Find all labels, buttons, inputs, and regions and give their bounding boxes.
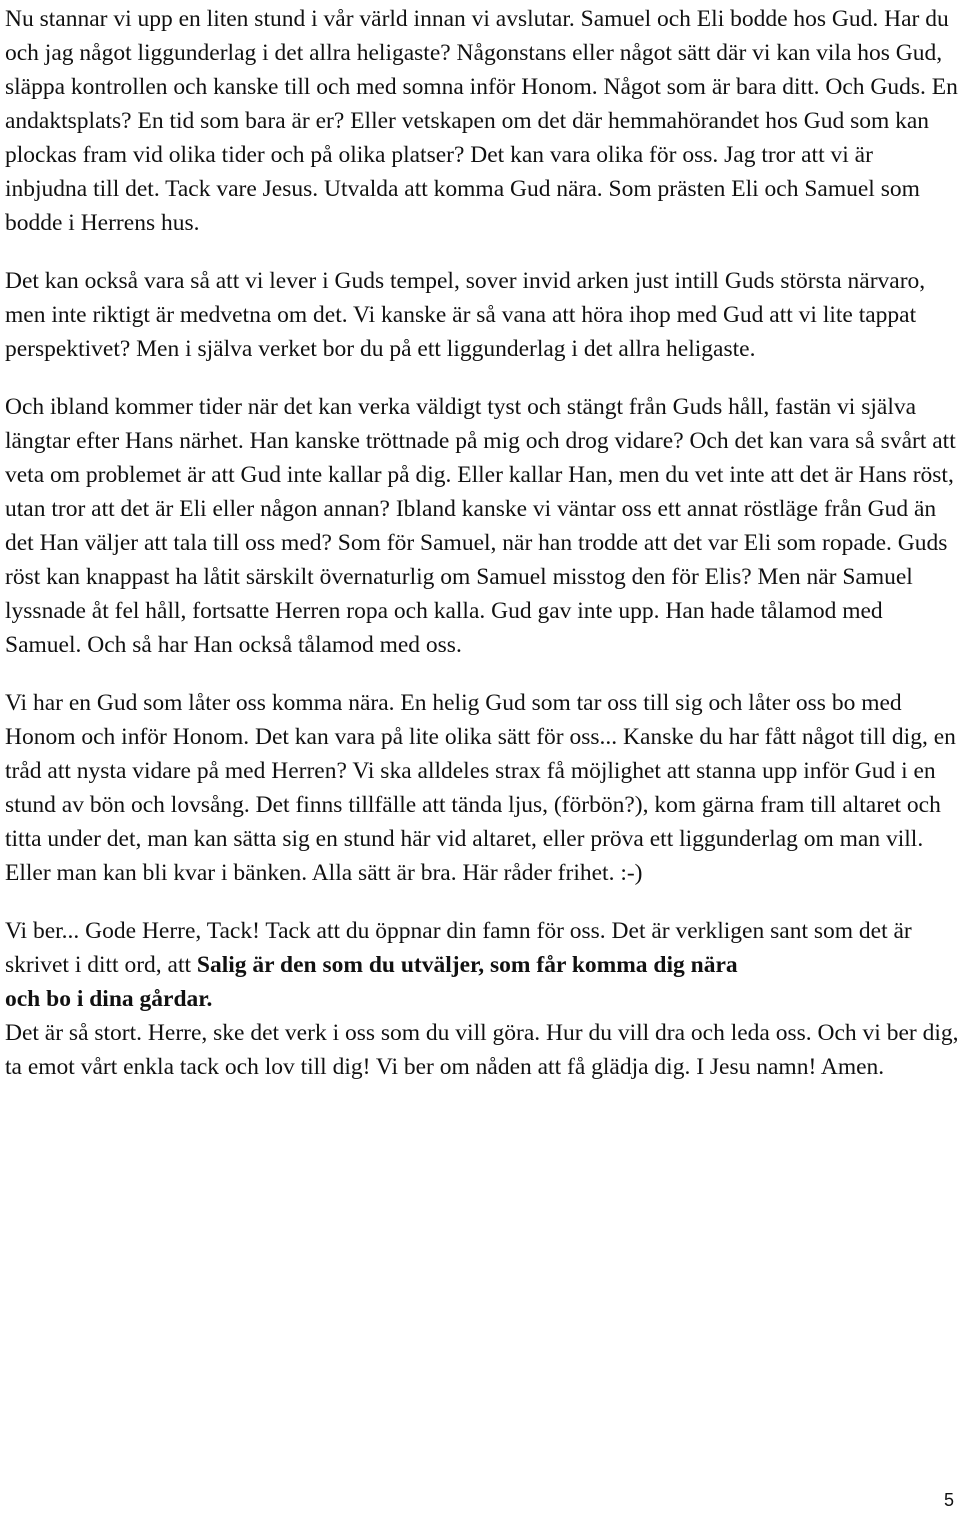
paragraph-4: Vi har en Gud som låter oss komma nära. En helig Gud som tar oss till sig och låter oss bo med Honom och inför Honom. Det kan vara på lite olika sätt för oss... Kanske du har fått något till dig, en tråd att nysta vidare på med Herren? Vi ska alldeles strax få möjlighet att stanna upp inför Gud i en stund av bön och lovsång. Det finns tillfälle att tända ljus, (förbön?), kom gärna fram till altaret och titta under det, man kan sätta sig en stund här vid altaret, eller pröva ett liggunderlag om man vill. Eller man kan bli kvar i bänken. Alla sätt är bra. Här råder frihet. :-) xyxy=(5,690,956,886)
prayer-bold-quote-line-2: och bo i dina gårdar. xyxy=(5,986,213,1012)
prayer-intro-paragraph xyxy=(5,914,960,982)
prayer-intro-text: Vi ber... Gode Herre, Tack! Tack att du öppnar din famn för oss. Det är verkligen sant som det är skrivet i ditt ord, att xyxy=(5,918,912,978)
page-number: 5 xyxy=(943,1490,954,1510)
prayer-bold-quote-line-1: Salig är den som du utväljer, som får komma dig nära xyxy=(196,952,738,978)
prayer-closing-paragraph: Det är så stort. Herre, ske det verk i oss som du vill göra. Hur du vill dra och leda oss. Och vi ber dig, ta emot vårt enkla tack och lov till dig! Vi ber om nåden att få glädja dig. I Jesu namn! Amen. xyxy=(5,1020,959,1080)
document-body xyxy=(5,2,960,1084)
paragraph-2: Det kan också vara så att vi lever i Guds tempel, sover invid arken just intill Guds största närvaro, men inte riktigt är medvetna om det. Vi kanske är så vana att höra ihop med Gud att vi lite tappat perspektivet? Men i själva verket bor du på ett liggunderlag i det allra heligaste. xyxy=(5,268,926,362)
paragraph-1: Nu stannar vi upp en liten stund i vår värld innan vi avslutar. Samuel och Eli bodde hos Gud. Har du och jag något liggunderlag i det allra heligaste? Någonstans eller något sätt där vi kan vila hos Gud, släppa kontrollen och kanske till och med somna inför Honom. Något som är bara ditt. Och Guds. En andaktsplats? En tid som bara är er? Eller vetskapen om det där hemmahörandet hos Gud som kan plockas fram vid olika tider och på olika platser? Det kan vara olika för oss. Jag tror att vi är inbjudna till det. Tack vare Jesus. Utvalda att komma Gud nära. Som prästen Eli och Samuel som bodde i Herrens hus. xyxy=(5,6,958,236)
paragraph-3: Och ibland kommer tider när det kan verka väldigt tyst och stängt från Guds håll, fastän vi själva längtar efter Hans närhet. Han kanske tröttnade på mig och drog vidare? Och det kan vara så svårt att veta om problemet är att Gud inte kallar på dig. Eller kallar Han, men du vet inte att det är Hans röst, utan tror att det är Eli eller någon annan? Ibland kanske vi väntar oss ett annat röstläge från Gud än det Han väljer att tala till oss med? Som för Samuel, när han trodde att det var Eli som ropade. Guds röst kan knappast ha låtit särskilt övernaturlig om Samuel misstog den för Elis? Men när Samuel lyssnade åt fel håll, fortsatte Herren ropa och kalla. Gud gav inte upp. Han hade tålamod med Samuel. Och så har Han också tålamod med oss. xyxy=(5,394,956,658)
prayer-section xyxy=(5,914,960,1084)
prayer-bold-quote-line-2-paragraph xyxy=(5,982,960,1016)
